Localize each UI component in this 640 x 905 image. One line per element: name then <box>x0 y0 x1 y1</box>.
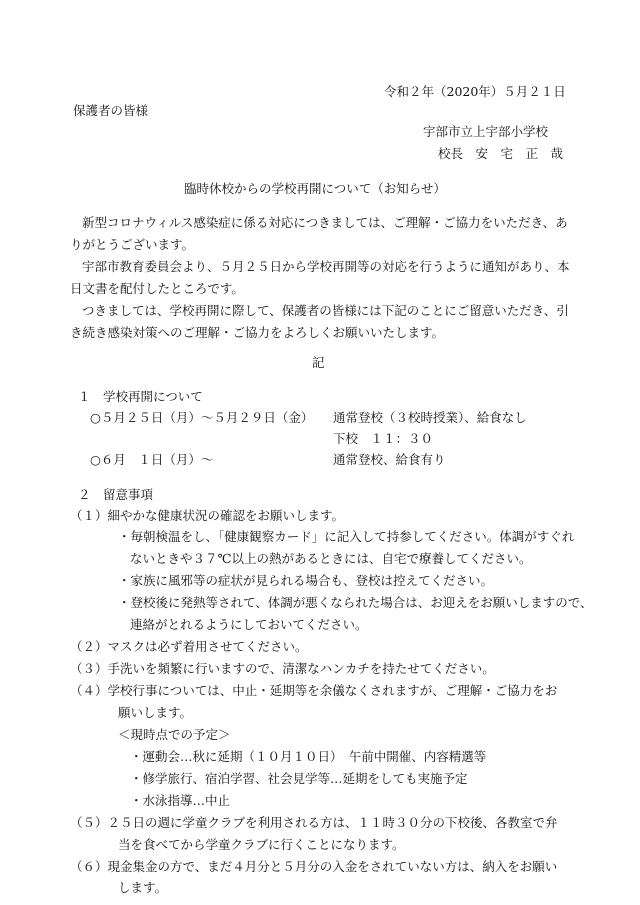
intro-p3-line1: つきましては、学校再開に際して、保護者の皆様には下記のことにご留意いただき、引 <box>82 303 569 318</box>
item-4-line2: 願いします。 <box>118 705 193 720</box>
intro-p1-line1: 新型コロナウィルス感染症に係る対応につきましては、ご理解・ご協力をいただき、あ <box>82 215 568 230</box>
item-2: （２）マスクは必ず着用させてください。 <box>70 639 308 654</box>
section1-row1-desc: 通常登校（３校時授業）、給食なし <box>333 410 527 425</box>
section2-heading: ２ 留意事項 <box>78 487 154 502</box>
section1-row2-date: ○６月 １日（月）～ <box>90 452 214 467</box>
item-1: （１）細やかな健康状況の確認をお願いします。 <box>70 508 345 523</box>
intro-p2-line2: 日文書を配付したところです。 <box>70 281 244 296</box>
item-4-line1: （４）学校行事については、中止・延期等を余儀なくされますが、ご理解・ご協力をお <box>70 683 558 698</box>
section1-row1-time: 下校 １１：３０ <box>333 431 434 446</box>
schedule-heading: ＜現時点での予定＞ <box>118 727 231 742</box>
intro-p3-line2: き続き感染対策へのご理解・ご協力をよろしくお願いいたします。 <box>70 325 445 340</box>
ki-marker: 記 <box>312 355 325 370</box>
item-1-bullet-1-line2: ないときや３７℃以上の熱があるときには、自宅で療養してください。 <box>130 551 532 566</box>
item-1-bullet-2: ・家族に風邪等の症状が見られる場合も、登校は控えてください。 <box>118 573 494 588</box>
item-1-bullet-1-line1: ・毎朝検温をし、「健康観察カード」に記入して持参してください。体調がすぐれ <box>118 529 575 544</box>
schedule-item-2: ・修学旅行、宿泊学習、社会見学等…延期をしても実施予定 <box>130 771 468 786</box>
school-name: 宇部市立上宇部小学校 <box>423 124 549 139</box>
item-5-line2: 当を食べてから学童クラブに行くことになります。 <box>118 837 405 852</box>
item-6-line2: します。 <box>118 880 168 895</box>
schedule-item-1: ・運動会…秋に延期（１０月１０日） 午前中開催、内容精選等 <box>130 749 487 764</box>
issue-date: 令和２年（2020年）５月２１日 <box>384 84 566 99</box>
section1-row1-date: ○５月２５日（月）～５月２９日（金） <box>90 410 314 425</box>
item-1-bullet-3-line2: 連絡がとれるようにしておいてください。 <box>130 617 368 632</box>
recipient: 保護者の皆様 <box>73 103 149 118</box>
document-title: 臨時休校からの学校再開について（お知らせ） <box>184 181 446 196</box>
item-1-bullet-3-line1: ・登校後に発熱等されて、体調が悪くなられた場合は、お迎えをお願いしますので、 <box>118 595 593 610</box>
principal-name: 校長 安 宅 正 哉 <box>438 146 564 161</box>
item-6-line1: （６）現金集金の方で、まだ４月分と５月分の入金をされていない方は、納入をお願い <box>70 859 558 874</box>
intro-p1-line2: りがとうございます。 <box>70 237 195 252</box>
item-3: （３）手洗いを頻繁に行いますので、清潔なハンカチを持たせてください。 <box>70 661 495 676</box>
item-5-line1: （５）２５日の週に学童クラブを利用される方は、１１時３０分の下校後、各教室で弁 <box>70 815 558 830</box>
schedule-item-3: ・水泳指導…中止 <box>130 793 231 808</box>
section1-row2-desc: 通常登校、給食有り <box>333 452 446 467</box>
intro-p2-line1: 宇部市教育委員会より、５月２５日から学校再開等の対応を行うように通知があり、本 <box>82 259 570 274</box>
section1-heading: １ 学校再開について <box>78 389 203 404</box>
